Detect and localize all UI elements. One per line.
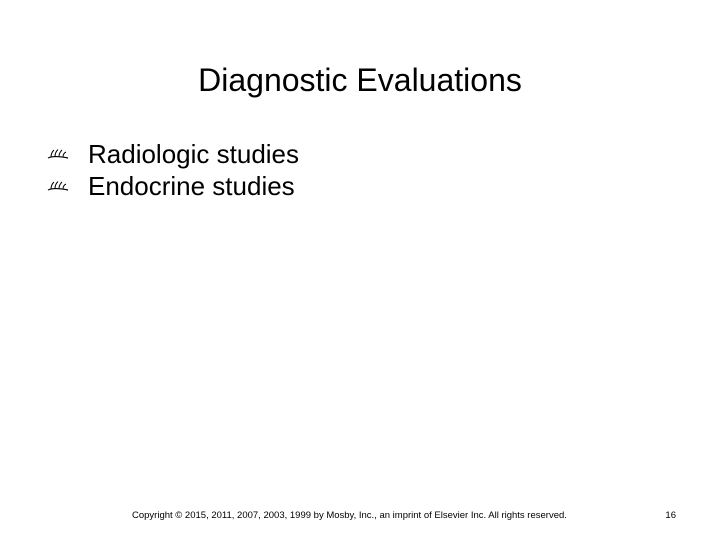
slide-footer bbox=[0, 508, 720, 524]
page-number: 16 bbox=[665, 510, 676, 521]
slide-title: Diagnostic Evaluations bbox=[198, 62, 522, 98]
bullet-list bbox=[46, 138, 299, 202]
bullet-label: Endocrine studies bbox=[88, 171, 295, 201]
bullet-item bbox=[46, 138, 299, 170]
bullet-item bbox=[46, 170, 299, 202]
copyright-notice: Copyright © 2015, 2011, 2007, 2003, 1999 by Mosby, Inc., an imprint of Elsevier Inc. All rights reserved. bbox=[132, 510, 567, 521]
bullet-label: Radiologic studies bbox=[88, 139, 300, 169]
fern-bullet-icon bbox=[46, 176, 70, 196]
fern-bullet-icon bbox=[46, 144, 70, 164]
